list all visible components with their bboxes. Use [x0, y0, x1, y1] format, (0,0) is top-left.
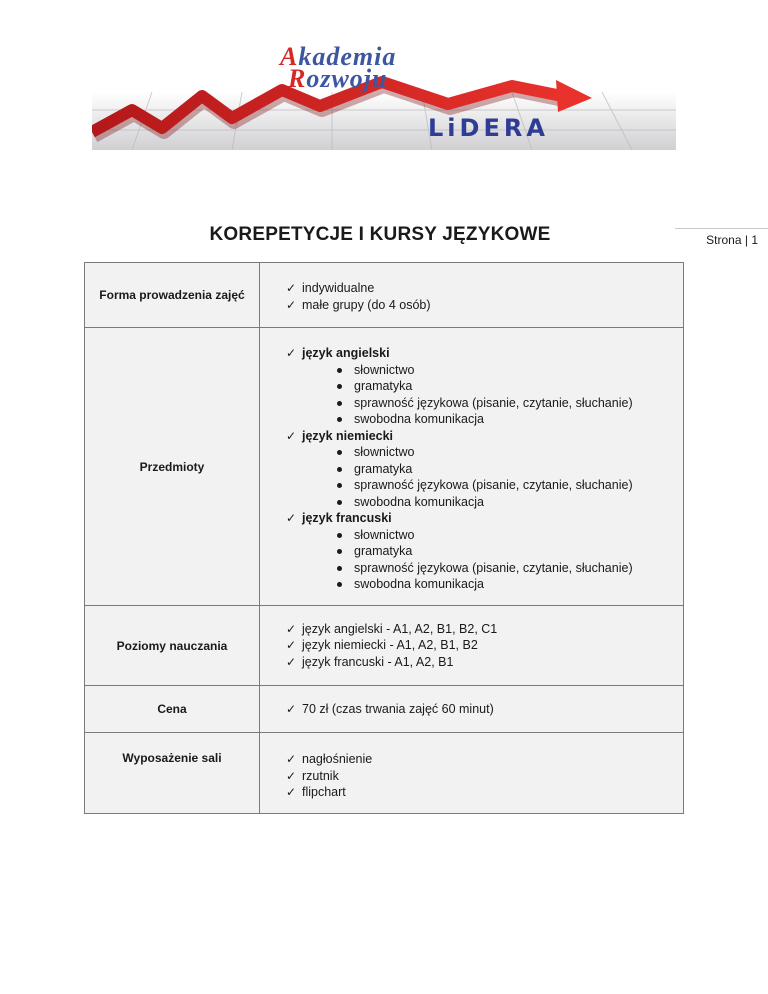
- row-content-przedmioty: [260, 328, 684, 606]
- list-item: słownictwo: [336, 444, 675, 461]
- table-row-przedmioty: [85, 328, 684, 606]
- logo-text-akademia: Akademia: [280, 42, 397, 71]
- list-item: ✓ język angielski - A1, A2, B1, B2, C1: [286, 621, 675, 638]
- list-item: sprawność językowa (pisanie, czytanie, słuchanie): [336, 477, 675, 494]
- row-content-wyposazenie: [260, 733, 684, 814]
- list-item: gramatyka: [336, 543, 675, 560]
- list-item: ✓ rzutnik: [286, 768, 675, 785]
- table-row-wyposazenie: [85, 733, 684, 814]
- list-item: gramatyka: [336, 461, 675, 478]
- list-item: ✓ małe grupy (do 4 osób): [286, 297, 675, 314]
- list-item: gramatyka: [336, 378, 675, 395]
- table-row-forma: [85, 263, 684, 328]
- list-item: ✓ język niemiecki - A1, A2, B1, B2: [286, 637, 675, 654]
- row-label-wyposazenie: Wyposażenie sali: [85, 733, 260, 814]
- list-item: swobodna komunikacja: [336, 411, 675, 428]
- row-label-forma: Forma prowadzenia zajęć: [85, 263, 260, 328]
- table-row-poziomy: [85, 606, 684, 686]
- list-item: ✓ 70 zł (czas trwania zajęć 60 minut): [286, 701, 675, 718]
- list-item: słownictwo: [336, 362, 675, 379]
- list-item: ✓ nagłośnienie: [286, 751, 675, 768]
- list-item-language: ✓ język francuski słownictwo gramatyka sprawność językowa (pisanie, czytanie, słuchanie) swobodna komunikacja: [286, 510, 675, 593]
- list-item-language: ✓ język angielski słownictwo gramatyka sprawność językowa (pisanie, czytanie, słuchanie) swobodna komunikacja: [286, 345, 675, 428]
- offer-table: [84, 262, 684, 814]
- row-label-przedmioty: Przedmioty: [85, 328, 260, 606]
- row-content-forma: [260, 263, 684, 328]
- list-item: sprawność językowa (pisanie, czytanie, słuchanie): [336, 560, 675, 577]
- list-item: swobodna komunikacja: [336, 576, 675, 593]
- list-item: ✓ flipchart: [286, 784, 675, 801]
- row-content-cena: [260, 686, 684, 733]
- row-label-poziomy: Poziomy nauczania: [85, 606, 260, 686]
- logo-brand-lidera: LiDERA: [428, 114, 549, 142]
- row-label-cena: Cena: [85, 686, 260, 733]
- page-number: Strona | 1: [675, 228, 768, 247]
- page-title: KOREPETYCJE I KURSY JĘZYKOWE: [209, 224, 551, 245]
- list-item: ✓ indywidualne: [286, 280, 675, 297]
- list-item: słownictwo: [336, 527, 675, 544]
- list-item-language: ✓ język niemiecki słownictwo gramatyka sprawność językowa (pisanie, czytanie, słuchanie) swobodna komunikacja: [286, 428, 675, 511]
- list-item: swobodna komunikacja: [336, 494, 675, 511]
- row-content-poziomy: [260, 606, 684, 686]
- table-row-cena: [85, 686, 684, 733]
- list-item: ✓ język francuski - A1, A2, B1: [286, 654, 675, 671]
- logo-text-rozwoju: Rozwoju: [288, 64, 388, 93]
- list-item: sprawność językowa (pisanie, czytanie, słuchanie): [336, 395, 675, 412]
- logo-banner: [92, 40, 676, 150]
